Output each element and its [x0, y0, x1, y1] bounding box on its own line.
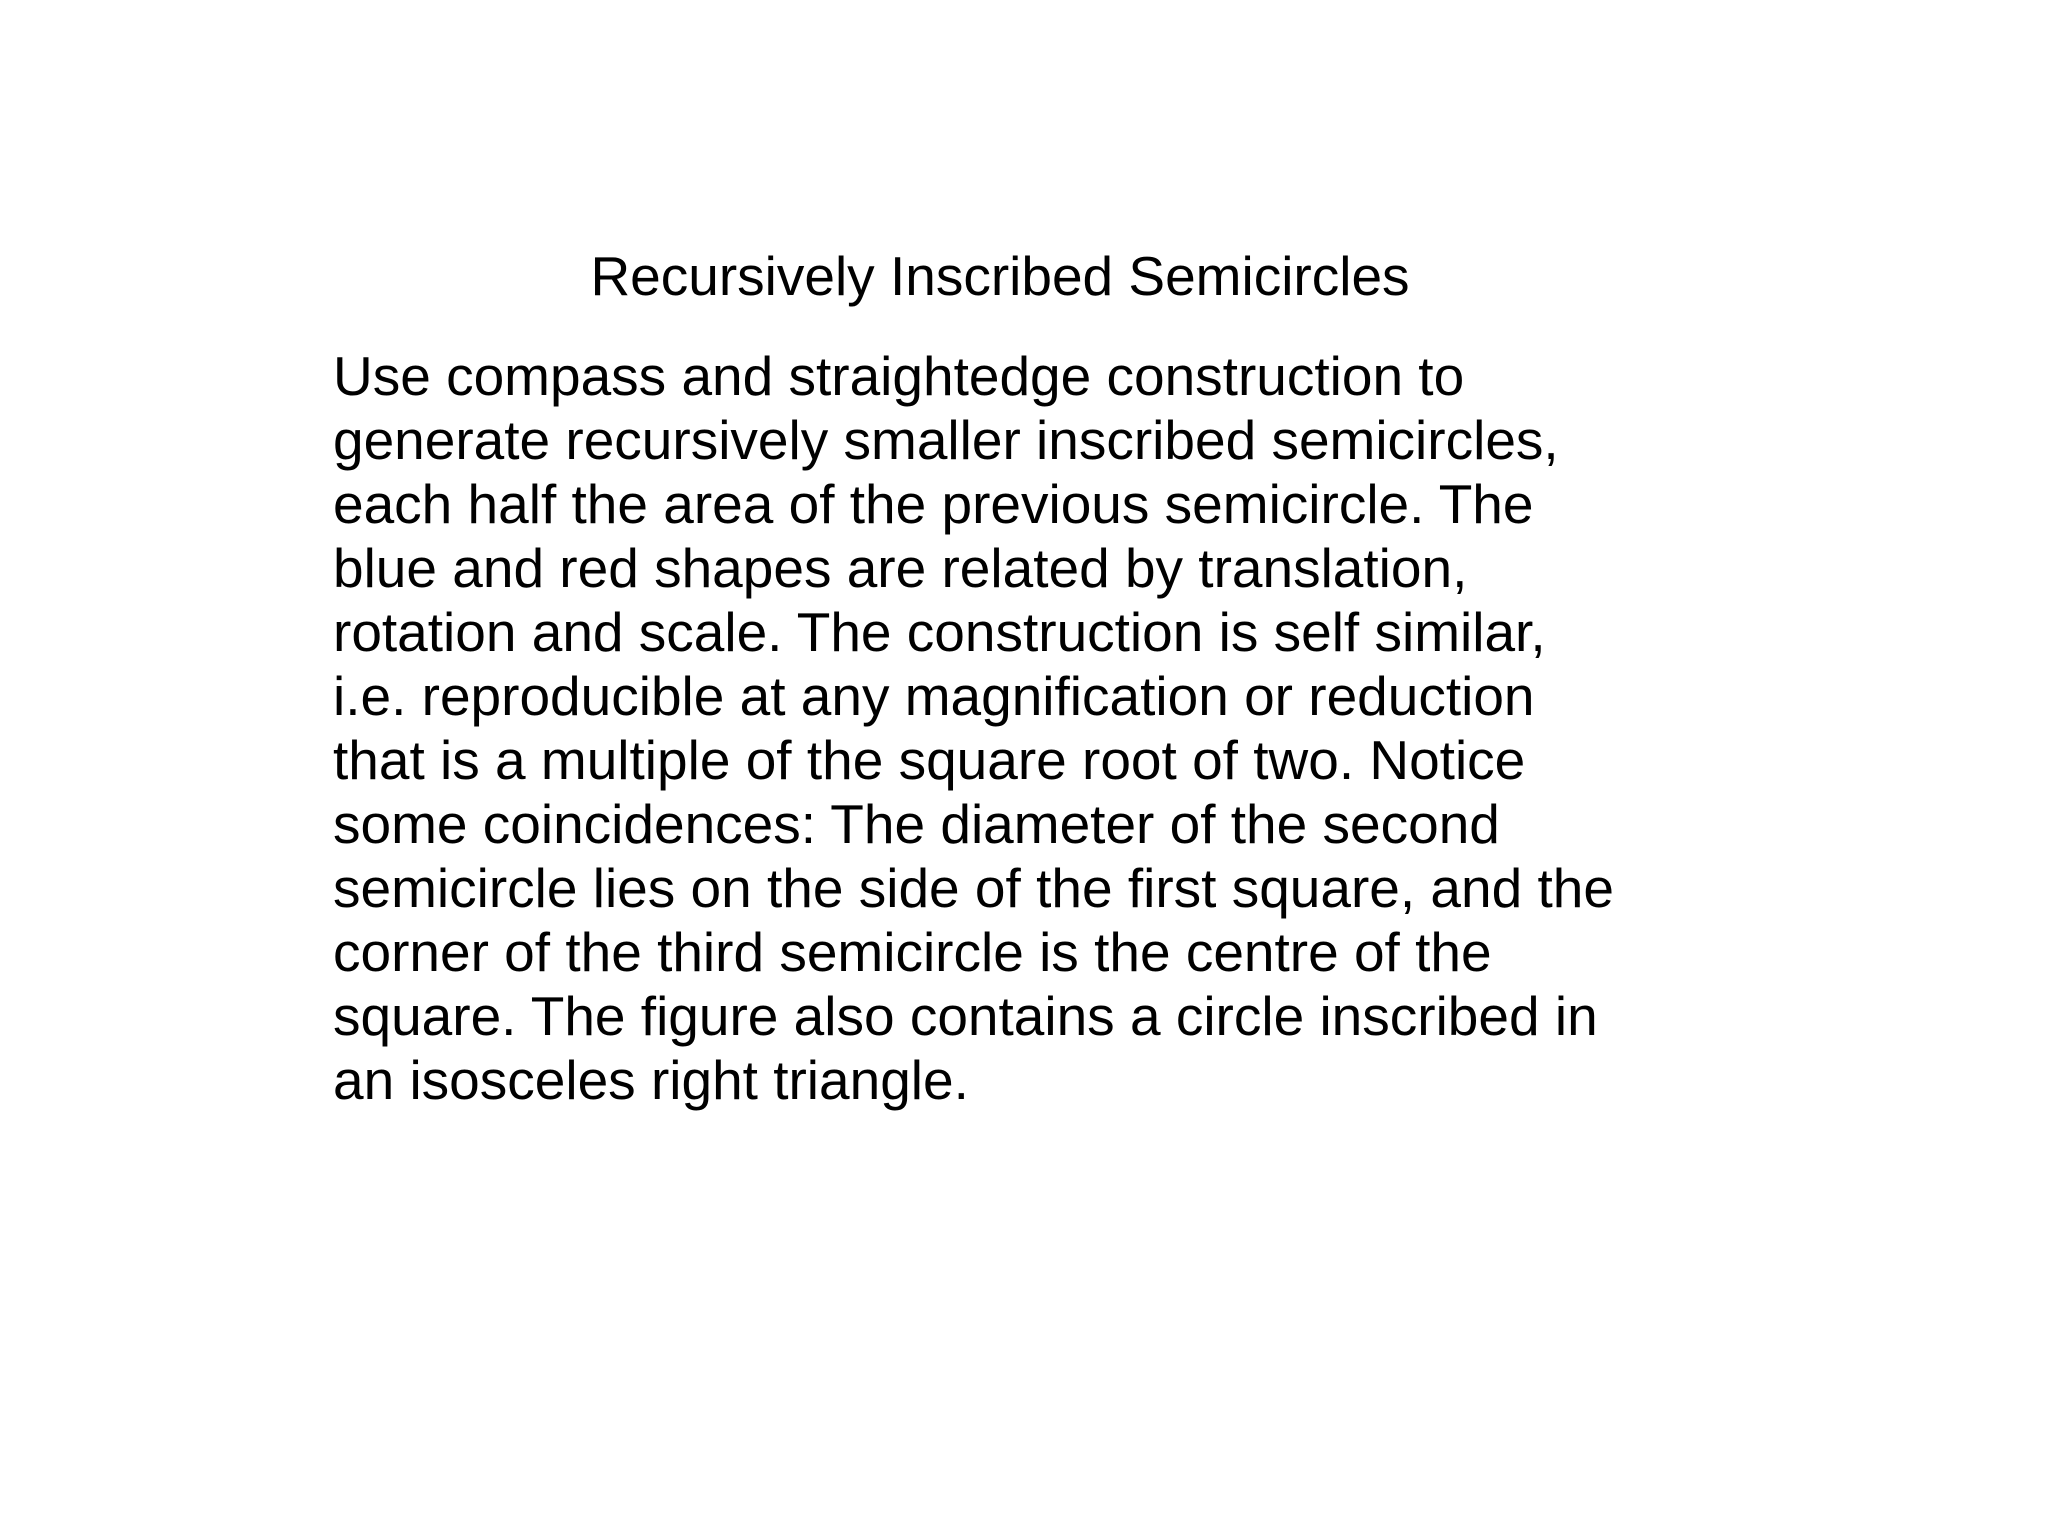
body-line: generate recursively smaller inscribed semicircles, — [333, 409, 1559, 471]
body-line: rotation and scale. The construction is self similar, — [333, 601, 1546, 663]
body-line: each half the area of the previous semicircle. The — [333, 473, 1534, 535]
body-line: blue and red shapes are related by translation, — [333, 537, 1468, 599]
body-line: corner of the third semicircle is the centre of the — [333, 921, 1492, 983]
body-line: an isosceles right triangle. — [333, 1049, 969, 1111]
body-line: that is a multiple of the square root of two. Notice — [333, 729, 1526, 791]
body-paragraph — [333, 344, 2033, 1112]
body-line: square. The figure also contains a circle inscribed in — [333, 985, 1598, 1047]
body-line: i.e. reproducible at any magnification or reduction — [333, 665, 1535, 727]
body-line: Use compass and straightedge construction to — [333, 345, 1465, 407]
body-line: semicircle lies on the side of the first square, and the — [333, 857, 1614, 919]
page-title: Recursively Inscribed Semicircles — [590, 245, 1410, 307]
body-line: some coincidences: The diameter of the second — [333, 793, 1500, 855]
